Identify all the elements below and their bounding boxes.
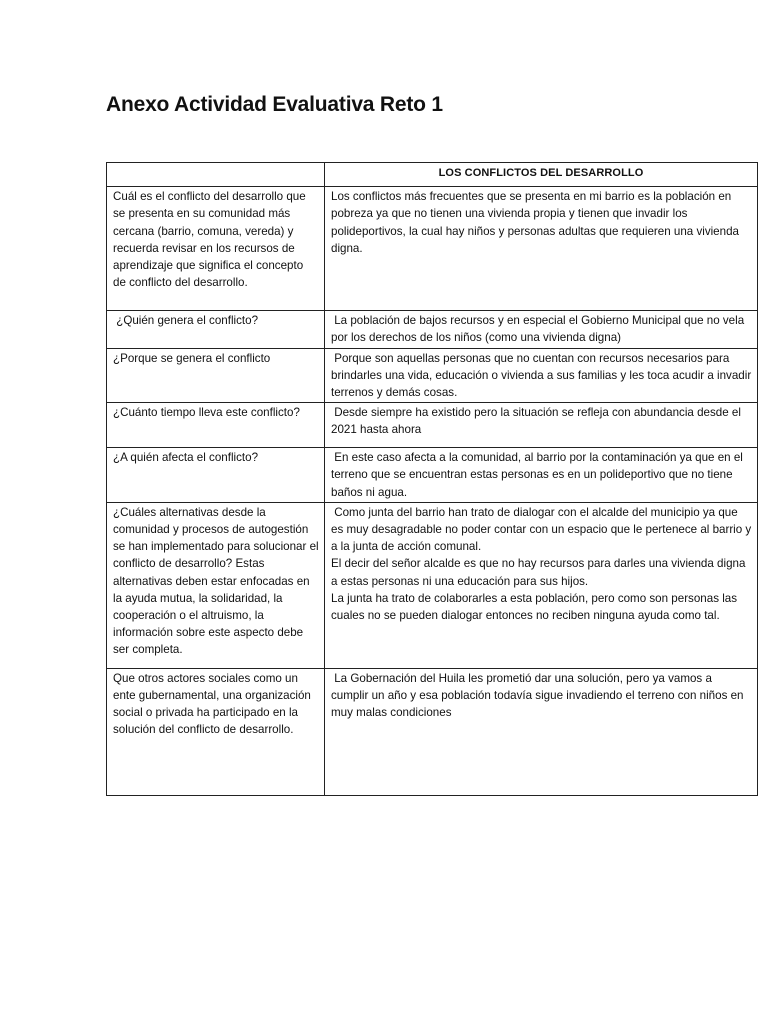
table-row <box>107 502 758 668</box>
answer-cell <box>325 187 758 311</box>
question-cell: Que otros actores sociales como un ente gubernamental, una organización social o privada ha participado en la solución del conflicto de desarrollo. <box>107 668 325 795</box>
question-cell: ¿Cuáles alternativas desde la comunidad y procesos de autogestión se han implementado para solucionar el conflicto de desarrollo? Estas alternativas deben estar enfocadas en la ayuda mutua, la solidaridad, la cooperación o el altruismo, la información sobre este aspecto debe ser completa. <box>107 502 325 668</box>
answer-text: El decir del señor alcalde es que no hay recursos para darles una vivienda digna a estas personas ni una educación para sus hijos. <box>331 557 746 588</box>
answer-text: La Gobernación del Huila les prometió dar una solución, pero ya vamos a cumplir un año y esa población todavía sigue invadiendo el terreno con niños en muy malas condiciones <box>331 671 747 720</box>
table-row <box>107 668 758 795</box>
table-row <box>107 311 758 348</box>
answer-cell <box>325 311 758 348</box>
answer-text: En este caso afecta a la comunidad, al barrio por la contaminación ya que en el terreno que se encuentran estas personas es en un polideportivo que no tiene baños ni agua. <box>331 451 747 499</box>
table-row <box>107 348 758 403</box>
question-cell: ¿Cuánto tiempo lleva este conflicto? <box>107 403 325 448</box>
answer-cell <box>325 668 758 795</box>
answer-text: La población de bajos recursos y en especial el Gobierno Municipal que no vela por los derechos de los niños (como una vivienda digna) <box>331 314 748 345</box>
conflicts-table <box>106 162 758 796</box>
question-cell: ¿Porque se genera el conflicto <box>107 348 325 403</box>
table-row <box>107 403 758 448</box>
table-header-title: LOS CONFLICTOS DEL DESARROLLO <box>325 163 758 187</box>
table-row <box>107 448 758 503</box>
answer-cell <box>325 502 758 668</box>
question-cell: Cuál es el conflicto del desarrollo que se presenta en su comunidad más cercana (barrio, comuna, vereda) y recuerda revisar en los recursos de aprendizaje que significa el concepto de conflicto del desarrollo. <box>107 187 325 311</box>
answer-cell <box>325 348 758 403</box>
answer-text: Como junta del barrio han trato de dialogar con el alcalde del municipio ya que es muy desagradable no poder contar con un espacio que le pertenece al barrio y a la junta de acción comunal. <box>331 505 755 554</box>
answer-text: Porque son aquellas personas que no cuentan con recursos necesarios para brindarles una vida, educación o vivienda a sus familias y les toca acudir a invadir terrenos y demás cosas. <box>331 351 755 400</box>
answer-cell <box>325 448 758 503</box>
answer-text: Los conflictos más frecuentes que se presenta en mi barrio es la población en pobreza ya que no tienen una vivienda propia y tienen que invadir los polideportivos, la cual hay niños y personas adultas que requieren una vivienda digna. <box>331 190 739 255</box>
answer-cell <box>325 403 758 448</box>
table-header-row <box>107 163 758 187</box>
table-header-empty-cell <box>107 163 325 187</box>
question-cell: ¿Quién genera el conflicto? <box>107 311 325 348</box>
document-title: Anexo Actividad Evaluativa Reto 1 <box>106 93 443 116</box>
table-row <box>107 187 758 311</box>
answer-text: Desde siempre ha existido pero la situación se refleja con abundancia desde el 2021 hasta ahora <box>331 406 745 437</box>
answer-text: La junta ha trato de colaborarles a esta población, pero como son personas las cuales no se pueden dialogar entonces no reciben ninguna ayuda como tal. <box>331 591 738 623</box>
question-cell: ¿A quién afecta el conflicto? <box>107 448 325 503</box>
